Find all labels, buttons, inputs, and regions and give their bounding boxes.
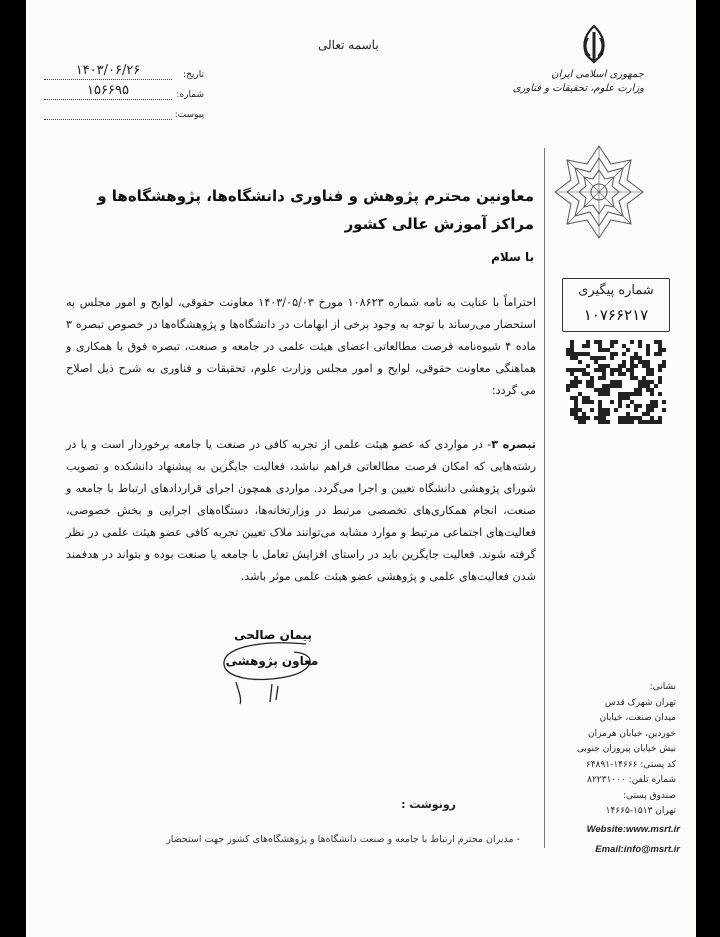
signer-title: معاون پژوهشی bbox=[225, 654, 319, 668]
greeting: با سلام bbox=[491, 250, 534, 264]
note-paragraph bbox=[66, 434, 536, 588]
attachment-value bbox=[44, 118, 172, 120]
tracking-label: شماره پیگیری bbox=[578, 283, 654, 298]
note-text: - در مواردی که عضو هیئت علمی از تجربه کافی در صنعت یا جامعه برخوردار است و یا در رشته‌هایی که امکان فرصت مطالعاتی فراهم نباشد، فعالیت جایگزین به پیشنهاد دانشکده و تصویب شورای پژوهشی دانشگاه تعیین و اجرا می‌گردد. مواردی همچون اجرای قراردادهای ارتباط با جامعه و صنعت، انجام همکاری‌های تخصصی مرتبط در وزارتخانه‌ها، دستگاه‌های اجرایی و بخش خصوصی، فعالیت‌های اجتماعی مرتبط و موارد مشابه می‌توانند ملاک تعیین تجربه کافی عضو هیئت علمی در نظر گرفته شوند. فعالیت جایگزین باید در راستای افزایش تعامل با جامعه یا صنعت بوده و بتواند در هدفمند شدن فعالیت‌های علمی و پژوهشی عضو هیئت علمی موثر باشد. bbox=[66, 438, 536, 583]
address-label: نشانی: bbox=[649, 682, 676, 692]
letter-body: احتراماً با عنایت به نامه شماره ۱۰۸۶۲۳ مورخ ۱۴۰۳/۰۵/۰۳ معاونت حقوقی، لوایح و امور مجلس به استحضار می‌رساند با توجه به وجود برخی از ابهامات در دانشگاه‌ها و پژوهشگاه‌ها در خصوص تبصره ۳ ماده ۴ شیوه‌نامه فرصت مطالعاتی اعضای هیئت علمی در جامعه و صنعت، تبصره فوق با همکاری و هماهنگی معاونت حقوقی، لوایح و امور مجلس وزارت علوم، تحقیقات و فناوری به شرح ذیل اصلاح می گردد: bbox=[66, 296, 537, 397]
signer-name: پیمان صالحی bbox=[234, 628, 312, 642]
margin-divider bbox=[544, 148, 545, 848]
phone-number: شماره تلفن: ۸۲۲۳۱۰۰۰ bbox=[587, 775, 676, 785]
address-line: خوردین، خیابان هرمزان bbox=[587, 728, 676, 739]
tracking-box bbox=[562, 278, 670, 332]
letter-meta bbox=[44, 60, 204, 120]
number-value: ۱۵۶۶۹۵ bbox=[44, 83, 172, 100]
cc-recipient: - مدیران محترم ارتباط با جامعه و صنعت دانشگاه‌ها و پژوهشگاه‌های کشور جهت استحضار bbox=[166, 834, 520, 845]
date-value: ۱۴۰۳/۰۶/۲۶ bbox=[44, 63, 172, 80]
organization-header bbox=[513, 68, 644, 96]
contact-block bbox=[566, 680, 676, 820]
qr-code[interactable] bbox=[566, 340, 666, 424]
tracking-number: ۱۰۷۶۶۲۱۷ bbox=[583, 306, 649, 324]
addressee: معاونین محترم پژوهش و فناوری دانشگاه‌ها، پژوهشگاه‌ها و مراکز آموزش عالی کشور bbox=[97, 187, 534, 233]
letter-page bbox=[26, 0, 696, 937]
address-line: نبش خیابان پیروزان جنوبی bbox=[576, 744, 676, 754]
note-title: تبصره ۳ bbox=[491, 438, 537, 451]
iran-emblem-icon bbox=[572, 22, 616, 66]
ministry-name: وزارت علوم، تحقیقات و فناوری bbox=[512, 83, 644, 94]
address-line: میدان صنعت، خیابان bbox=[599, 713, 676, 723]
handwritten-signature bbox=[196, 632, 336, 712]
number-label: شماره: bbox=[176, 90, 204, 100]
po-box-label: صندوق پستی: bbox=[622, 790, 676, 801]
cc-label: رونوشت : bbox=[401, 798, 456, 811]
address-line: تهران شهرک قدس bbox=[604, 697, 676, 708]
postal-code: کد پستی: ۱۴۶۶۶-۶۴۸۹۱ bbox=[585, 759, 676, 770]
website-link[interactable]: Website:www.msrt.ir bbox=[586, 824, 680, 835]
attachment-label: پیوست: bbox=[174, 110, 204, 120]
email-link[interactable]: Email:info@msrt.ir bbox=[595, 844, 680, 855]
country-name: جمهوری اسلامی ایران bbox=[551, 69, 644, 80]
number-row bbox=[44, 80, 204, 100]
po-box-value: تهران ۱۵۱۳-۱۴۶۶۵ bbox=[605, 806, 676, 816]
attachment-row bbox=[44, 100, 204, 120]
date-row bbox=[44, 60, 204, 80]
basmala: باسمه تعالی bbox=[318, 38, 379, 52]
date-label: تاریخ: bbox=[183, 70, 204, 80]
ornament-icon bbox=[554, 142, 644, 242]
